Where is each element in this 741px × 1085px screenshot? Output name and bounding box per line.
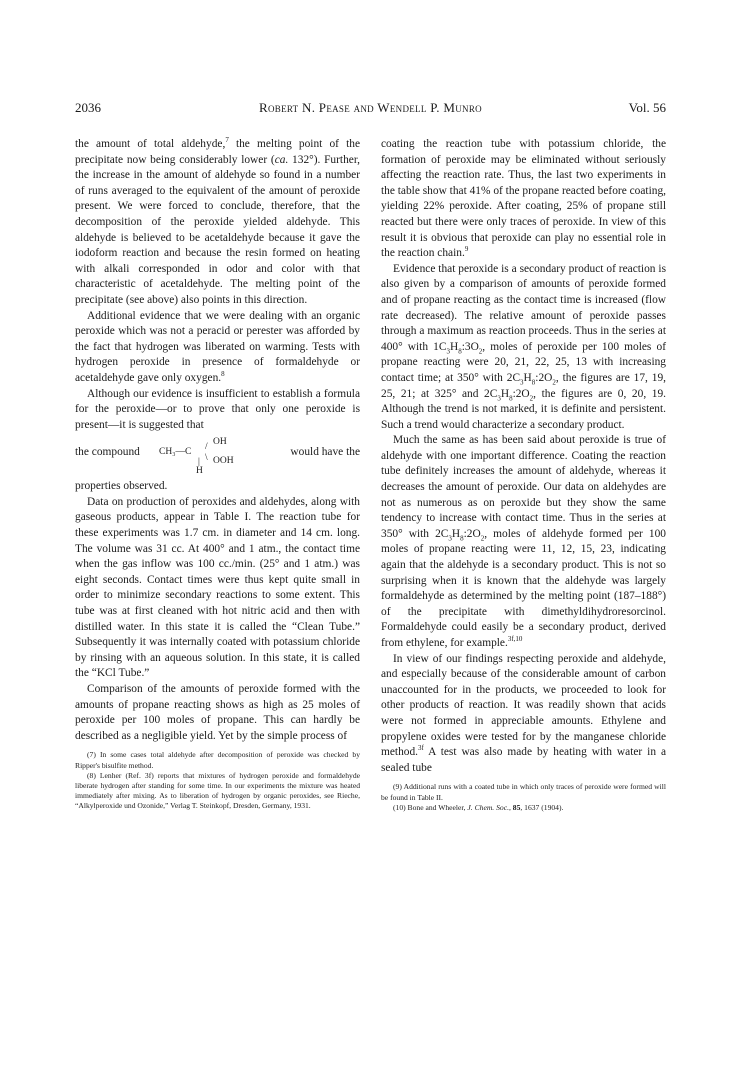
structural-formula: [159, 435, 269, 475]
paragraph: Comparison of the amounts of peroxide formed with the amounts of propane reacting shows as high as 25 moles of peroxide per 100 moles of propane. This can hardly be described as a negligible yield. Yet by the simple process of: [75, 683, 360, 742]
formula-trail-text: would have the: [290, 446, 360, 459]
footnote: (7) In some cases total aldehyde after decomposition of peroxide was checked by Ripper's bisulfite method.: [75, 750, 360, 770]
paragraph: Additional evidence that we were dealing with an organic peroxide which was not a peracid or perester was afforded by the fact that hydrogen was liberated on warming. Tests with hydrogen peroxide in presence of formaldehyde or acetaldehyde gave only oxygen.$^8$: [75, 309, 360, 384]
footnote: (10) Bone and Wheeler, J. Chem. Soc., 85, 1637 (1904).: [393, 802, 564, 812]
right-column: [381, 137, 666, 813]
paragraph: coating the reaction tube with potassium chloride, the formation of peroxide may be eliminated without seriously affecting the reaction rate. Thus, the last two experiments in the table show that 41% of the propane reacted before coating, yielding 22% peroxide. After coating, 25% of propane still reacted but there were only traces of peroxide. In view of this result it is obvious that peroxide can play no essential role in the reaction chain.$^9$: [381, 138, 666, 260]
footnote: (8) Lenher (Ref. 3f) reports that mixtures of hydrogen peroxide and formaldehyde liberate hydrogen after standing for some time. In our experiments the mixture was heated immediately after mixing. As to liberation of hydrogen by organic peroxides, see Rieche, “Alkylperoxide und Ozonide,” Verlag T. Steinkopf, Dresden, Germany, 1931.: [75, 770, 360, 811]
footnote-ref: 8: [221, 370, 225, 379]
formula-main: CH₃—C: [159, 447, 192, 458]
footnote-ref: 7: [225, 136, 229, 145]
compound-formula-line: [75, 435, 360, 475]
paragraph: the amount of total aldehyde,$^7$ the melting point of the precipitate now being considerably lower (ca. 132°). Further, the increase in the amount of aldehyde so found in a number of runs averaged to the equivalent of the amount of peroxide present. We were forced to conclude, therefore, that the decomposition of the peroxide yielded aldehyde. This aldehyde is believed to be acetaldehyde because it gave the iodoform reaction and because the resin formed on heating with alkali corresponded in odor and color with that characteristic of acetaldehyde. The melting point of the precipitate (see above) also points in this direction.: [75, 136, 361, 306]
paragraph: Although our evidence is insufficient to establish a formula for the peroxide—or to prove that only one peroxide is present—it is suggested that: [75, 387, 360, 431]
paragraph: Evidence that peroxide is a secondary product of reaction is also given by a comparison of amounts of peroxide formed and of propane reacting as the contact time is increased (flow rate decreased). The relative amount of peroxide passes through a maximum as reaction proceeds. Thus in the series at 400° with $1C_3H_8:3O_2$, moles of peroxide per 100 moles of propane reacting were 20, 21, 22, 25, 13 with increasing contact time; at 350° with $2C_3H_8:2O_2$, the figures are 17, 19, 25, 21; at 325° and $2C_3H_8:2O_2$, the figures are 0, 20, 19. Although the trend is not marked, it is definite and persistent. Such a trend would characterize a secondary product.: [381, 262, 666, 431]
footnotes: [75, 750, 360, 811]
formula-ooh: OOH: [213, 456, 234, 467]
formula-h: H: [196, 466, 203, 477]
running-header: [75, 100, 666, 120]
paragraph: Data on production of peroxides and aldehydes, along with gaseous products, appear in Table I. The reaction tube for these experiments was 1.7 cm. in diameter and 14 cm. long. The volume was 31 cc. At 400° and 1 atm., the contact time when the gas inflow was 100 cc./min. (25° and 1 atm.) was eight seconds. Contact times were thus kept quite small in order to minimize secondary reactions to some extent. This tube was at first cleaned with hot nitric acid and then with distilled water. In this state it is called the “Clean Tube.” Subsequently it was internally coated with potassium chloride by rinsing with an aqueous solution. In this state, it is called the “KCl Tube.”: [75, 495, 360, 680]
formula-lead-text: the compound: [75, 446, 140, 459]
footnote-ref: 3f: [418, 744, 424, 753]
page-number: 2036: [75, 100, 101, 115]
running-title-authors: Robert N. Pease and Wendell P. Munro: [259, 100, 482, 115]
paragraph: In view of our findings respecting peroxide and aldehyde, and especially because of the considerable amount of carbon unaccounted for in the products, we proceeded to look for other products of reaction. It was readily shown that acids were not formed in appreciable amounts. Ethylene and propylene oxides were tested for by the manganese chloride method.$^{3f}$ A test was also made by heating with water in a sealed tube: [381, 652, 666, 774]
paragraph: properties observed.: [75, 480, 168, 493]
footnote-ref: 3f,10: [507, 635, 523, 644]
footnote-ref: 9: [464, 245, 469, 254]
footnotes: [381, 782, 666, 813]
formula-oh: OH: [213, 437, 227, 448]
formula-bond-up: /: [205, 442, 208, 453]
volume-number: Vol. 56: [628, 100, 666, 115]
paragraph: Much the same as has been said about peroxide is true of aldehyde with one important difference. Coating the reaction tube definitely increases the amount of aldehyde, whereas it decreases the amount of peroxide. Our data on aldehydes are not as numerous as on peroxide but they show the same tendency to increase with contact time. Thus in the series at 350° with $2C_3H_8:2O_2$, moles of aldehyde formed per 100 moles of propane reacting were 11, 12, 15, 23, indicating again that the aldehyde is a secondary product. This is not so surprising when it is known that the aldehyde was largely formaldehyde as determined by the melting point (187–188°) of the precipitate with dimethyldihydroresorcinol. Formaldehyde could easily be a secondary product, derived from ethylene, for example.$^{3f,10}$: [381, 434, 666, 649]
formula-bond-down: \: [205, 453, 208, 464]
left-column: [75, 137, 360, 812]
formula-bond-vertical: |: [198, 457, 200, 468]
footnote: (9) Additional runs with a coated tube in which only traces of peroxide were formed will be found in Table II.: [381, 782, 666, 802]
